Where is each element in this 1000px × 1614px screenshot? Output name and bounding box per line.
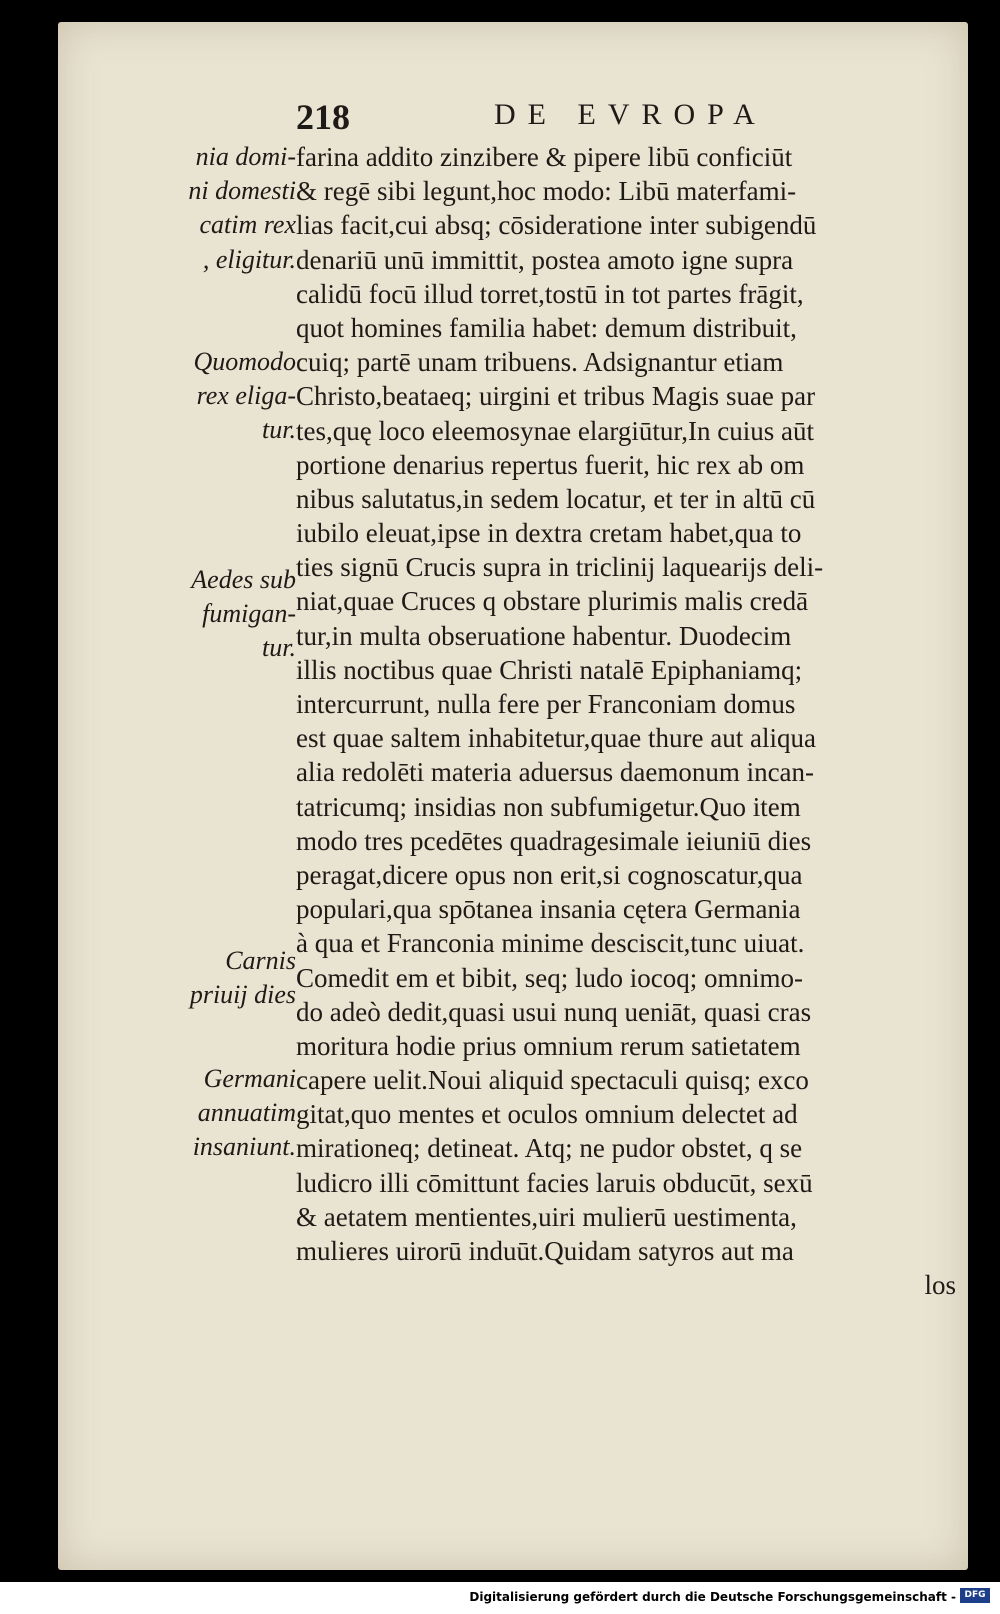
margin-note-line: Quomodo	[193, 347, 296, 376]
text-line: cuiq; partē unam tribuens. Adsignantur etiam	[296, 347, 784, 378]
text-line: à qua et Franconia minime desciscit,tunc uiuat.	[296, 928, 805, 959]
margin-note-line: insaniunt.	[192, 1132, 296, 1162]
text-line: moritura hodie prius omnium rerum satietatem	[296, 1030, 801, 1061]
margin-note-line: ni domesti	[188, 176, 296, 206]
text-line: est quae saltem inhabitetur,quae thure aut aliqua	[296, 723, 816, 754]
funding-credit: Digitalisierung gefördert durch die Deutsche Forschungsgemeinschaft -	[469, 1590, 956, 1604]
margin-note-houses-fumigated	[134, 563, 296, 666]
text-line: farina addito zinzibere & pipere libū conficiūt	[296, 142, 793, 172]
text-line: denariū unū immittit, postea amoto igne supra	[296, 244, 794, 275]
margin-note-line: Aedes sub	[191, 565, 296, 594]
catchword: los	[924, 1270, 956, 1301]
text-line: mulieres uirorū induūt.Quidam satyros aut ma	[296, 1236, 794, 1266]
text-line: & aetatem mentientes,uiri mulierū uestimenta,	[296, 1201, 797, 1232]
margin-note-line: Germani	[203, 1064, 296, 1093]
margin-note-line: priuij dies	[189, 980, 296, 1010]
text-line: calidū focū illud torret,tostū in tot partes frāgit,	[296, 278, 804, 309]
text-line: Christo,beataeq; uirgini et tribus Magis suae par	[296, 381, 816, 412]
text-line: capere uelit.Noui aliquid spectaculi quisq; exco	[296, 1065, 809, 1096]
dfg-logo: DFG	[960, 1588, 990, 1603]
digitization-footer	[0, 1582, 1000, 1614]
margin-note-line: catim rex	[199, 210, 296, 240]
margin-note-line: tur.	[262, 633, 296, 663]
margin-note-line: rex eliga-	[196, 381, 296, 411]
text-line: gitat,quo mentes et oculos omnium delectet ad	[296, 1099, 798, 1130]
margin-note-line: tur.	[262, 415, 296, 445]
text-line: quot homines familia habet: demum distribuit,	[296, 312, 797, 343]
text-line: peragat,dicere opus non erit,si cognoscatur,qua	[296, 859, 803, 890]
margin-note-line: nia domi-	[195, 142, 296, 171]
text-line: lias facit,cui absq; cōsideratione inter subigendū	[296, 210, 817, 241]
text-line: tes,quę loco eleemosynae elargiūtur,In cuius aūt	[296, 415, 814, 446]
margin-note-line: Carnis	[225, 946, 296, 975]
text-line: tatricumq; insidias non subfumigetur.Quo item	[296, 791, 801, 822]
text-line: nibus salutatus,in sedem locatur, et ter in altū cū	[296, 483, 816, 514]
margin-note-how-king-elected	[134, 345, 296, 448]
text-line: do adeò dedit,quasi usui nunq ueniāt, quasi cras	[296, 996, 812, 1027]
text-line: & regē sibi legunt,hoc modo: Libū materfami-	[296, 176, 797, 207]
text-line: Comedit em et bibit, seq; ludo iocoq; omnimo-	[296, 962, 803, 993]
text-line: mirationeq; detineat. Atq; ne pudor obstet, q se	[296, 1133, 803, 1164]
text-line: portione denarius repertus fuerit, hic rex ab om	[296, 449, 805, 480]
margin-note-king-election	[134, 140, 296, 277]
margin-note-line: annuatim	[197, 1098, 296, 1128]
text-line: tur,in multa obseruatione habentur. Duodecim	[296, 620, 792, 651]
main-text-block	[296, 140, 968, 1301]
text-line: ties signū Crucis supra in triclinij laquearijs deli-	[296, 552, 824, 583]
margin-note-line: , eligitur.	[202, 244, 296, 274]
margin-note-line: fumigan-	[202, 599, 296, 629]
page-header	[296, 96, 856, 136]
margin-note-carnival-days	[134, 944, 296, 1012]
margin-note-germans-annual-madness	[134, 1062, 296, 1165]
text-line: ludicro illi cōmittunt facies laruis obducūt, sexū	[296, 1167, 813, 1198]
text-line: niat,quae Cruces q obstare plurimis malis credā	[296, 586, 809, 617]
text-line: populari,qua spōtanea insania cętera Germania	[296, 894, 801, 925]
text-line: intercurrunt, nulla fere per Franconiam domus	[296, 689, 796, 719]
running-head: DE EVROPA	[494, 98, 767, 131]
text-line: illis noctibus quae Christi natalē Epiphaniamq;	[296, 654, 803, 685]
page-number: 218	[296, 97, 350, 137]
text-line: alia redolēti materia aduersus daemonum incan-	[296, 757, 815, 788]
text-line: iubilo eleuat,ipse in dextra cretam habet,qua to	[296, 518, 802, 549]
text-line: modo tres pcedētes quadragesimale ieiuniū dies	[296, 825, 812, 856]
